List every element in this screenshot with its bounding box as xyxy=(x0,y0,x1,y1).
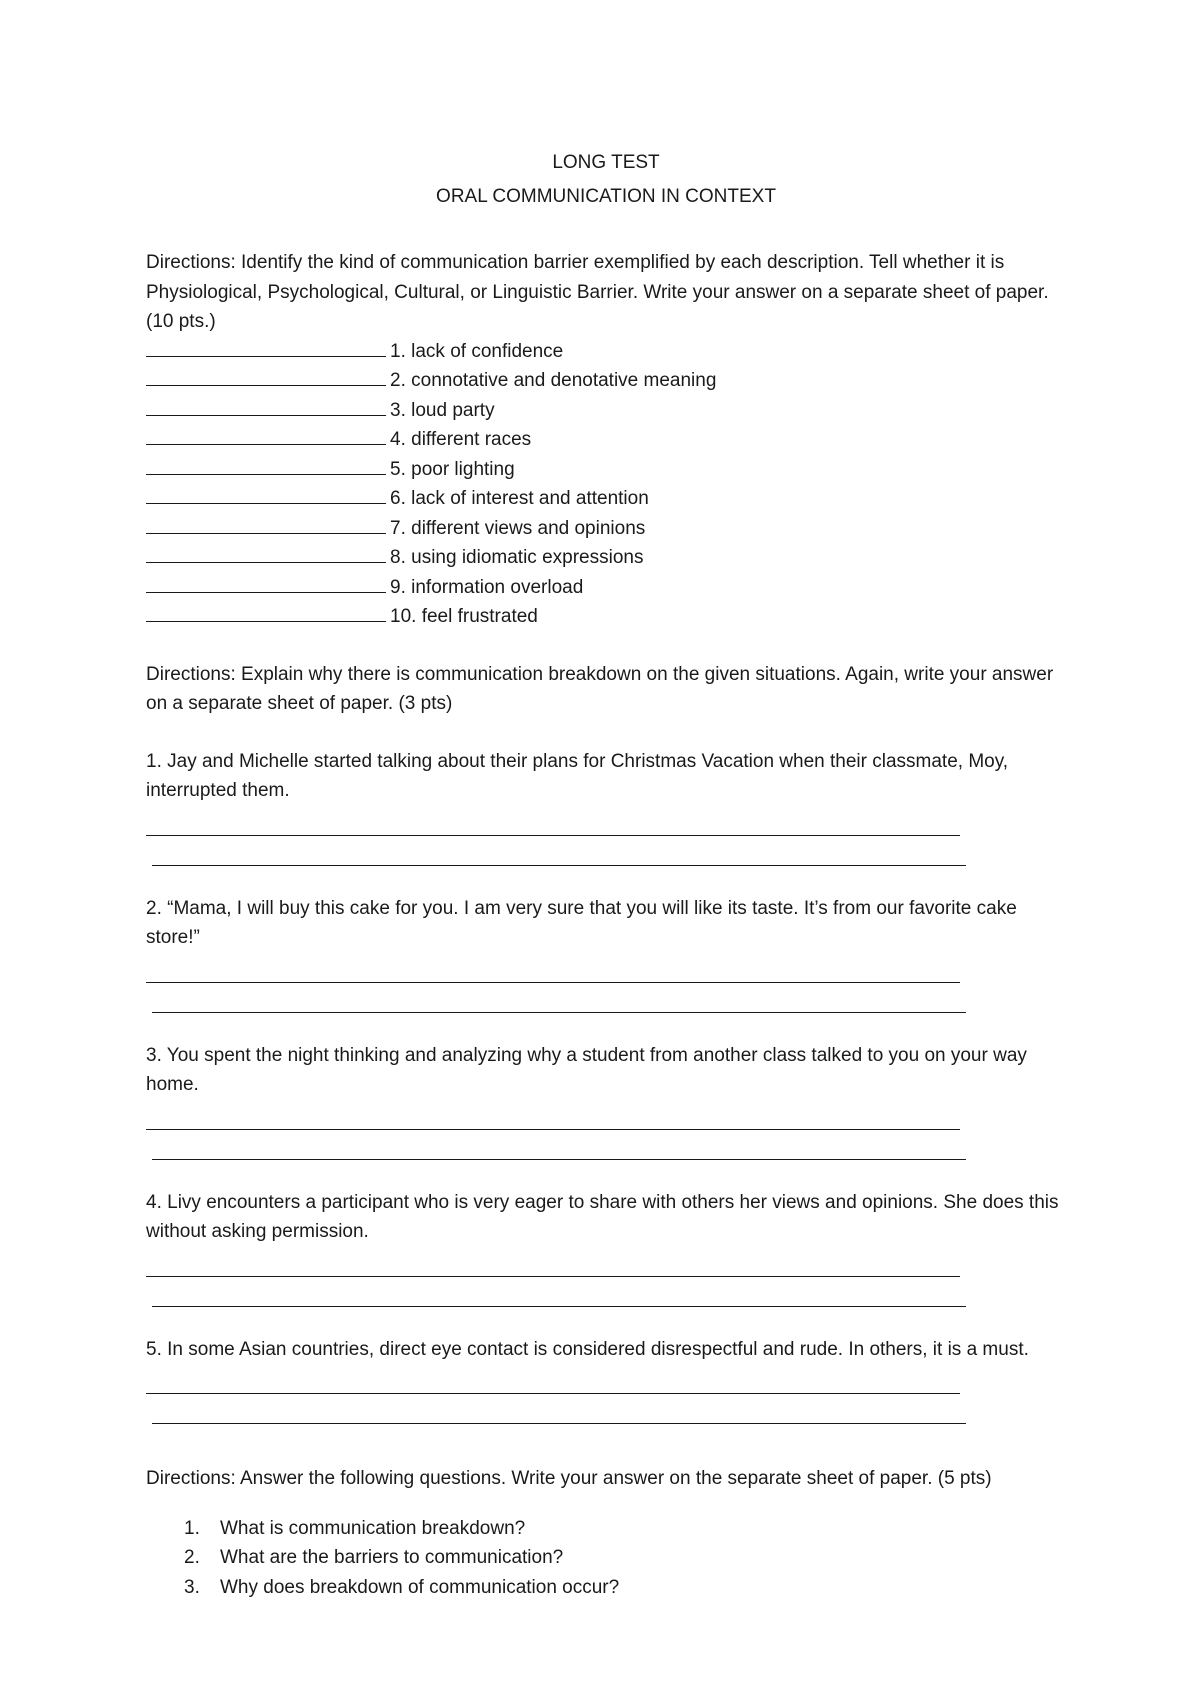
item-text: 10. feel frustrated xyxy=(390,606,538,627)
list-item xyxy=(146,396,1066,426)
list-item xyxy=(146,573,1066,603)
situation-text: 1. Jay and Michelle started talking about their plans for Christmas Vacation when their classmate, Moy, interrupted them. xyxy=(146,750,1009,801)
answer-line xyxy=(146,1364,960,1394)
item-text: 2. connotative and denotative meaning xyxy=(390,370,717,391)
answer-blank xyxy=(146,603,386,622)
list-item xyxy=(146,602,1066,632)
test-title: LONG TEST xyxy=(552,152,660,173)
list-item xyxy=(146,1543,1066,1573)
situation-text: 4. Livy encounters a participant who is very eager to share with others her views and opinions. She does this without asking permission. xyxy=(146,1191,1059,1242)
answer-blank xyxy=(146,574,386,593)
answer-blank xyxy=(146,456,386,475)
answer-line xyxy=(146,1100,960,1130)
answer-blank xyxy=(146,485,386,504)
test-page xyxy=(146,146,1066,1602)
list-item xyxy=(146,1514,1066,1544)
question-number: 1. xyxy=(184,1517,200,1539)
list-item xyxy=(146,543,1066,573)
part2-directions: Directions: Explain why there is communication breakdown on the given situations. Again, write your answer on a separate sheet of paper. (3 pts) xyxy=(146,663,1054,714)
answer-line xyxy=(146,953,960,983)
item-text: 8. using idiomatic expressions xyxy=(390,547,644,568)
part1-item-list xyxy=(146,337,1066,632)
answer-line xyxy=(152,1277,966,1307)
item-text: 1. lack of confidence xyxy=(390,340,564,362)
situation-text: 5. In some Asian countries, direct eye contact is considered disrespectful and rude. In others, it is a must. xyxy=(146,1338,1029,1360)
question-number: 2. xyxy=(184,1547,200,1568)
item-text: 6. lack of interest and attention xyxy=(390,488,649,509)
answer-blank xyxy=(146,426,386,445)
item-text: 3. loud party xyxy=(390,399,495,421)
answer-line xyxy=(152,1130,966,1160)
item-text: 4. different races xyxy=(390,429,532,450)
part3-directions: Directions: Answer the following questions. Write your answer on the separate sheet of paper. (5 pts) xyxy=(146,1468,992,1489)
answer-blank xyxy=(146,338,386,357)
list-item xyxy=(146,1573,1066,1603)
answer-blank xyxy=(146,367,386,386)
item-text: 5. poor lighting xyxy=(390,458,515,480)
question-text: What is communication breakdown? xyxy=(220,1517,526,1539)
list-item xyxy=(146,484,1066,514)
answer-line xyxy=(152,836,966,866)
item-text: 7. different views and opinions xyxy=(390,517,646,539)
situation-item xyxy=(146,1188,1066,1307)
answer-blank xyxy=(146,544,386,563)
situation-item xyxy=(146,747,1066,866)
list-item xyxy=(146,337,1066,367)
part1-directions: Directions: Identify the kind of communication barrier exemplified by each description. Tell whether it is Physiological, Psychological, Cultural, or Linguistic Barrier. Write your answer on a separate sheet of paper. (10 pts.) xyxy=(146,252,1049,332)
situation-text: 2. “Mama, I will buy this cake for you. I am very sure that you will like its taste. It’s from our favorite cake store!” xyxy=(146,897,1017,948)
list-item xyxy=(146,455,1066,485)
answer-line xyxy=(152,983,966,1013)
question-text: Why does breakdown of communication occur? xyxy=(220,1576,620,1598)
list-item xyxy=(146,425,1066,455)
question-list xyxy=(146,1514,1066,1603)
answer-blank xyxy=(146,515,386,534)
situation-item xyxy=(146,1335,1066,1425)
situation-text: 3. You spent the night thinking and analyzing why a student from another class talked to you on your way home. xyxy=(146,1044,1027,1095)
list-item xyxy=(146,366,1066,396)
test-subtitle: ORAL COMMUNICATION IN CONTEXT xyxy=(436,186,776,207)
question-text: What are the barriers to communication? xyxy=(220,1547,564,1568)
item-text: 9. information overload xyxy=(390,576,584,598)
answer-line xyxy=(146,806,960,836)
list-item xyxy=(146,514,1066,544)
answer-line xyxy=(146,1247,960,1277)
situation-item xyxy=(146,894,1066,1013)
answer-blank xyxy=(146,397,386,416)
situation-item xyxy=(146,1041,1066,1160)
answer-line xyxy=(152,1394,966,1424)
question-number: 3. xyxy=(184,1576,200,1598)
